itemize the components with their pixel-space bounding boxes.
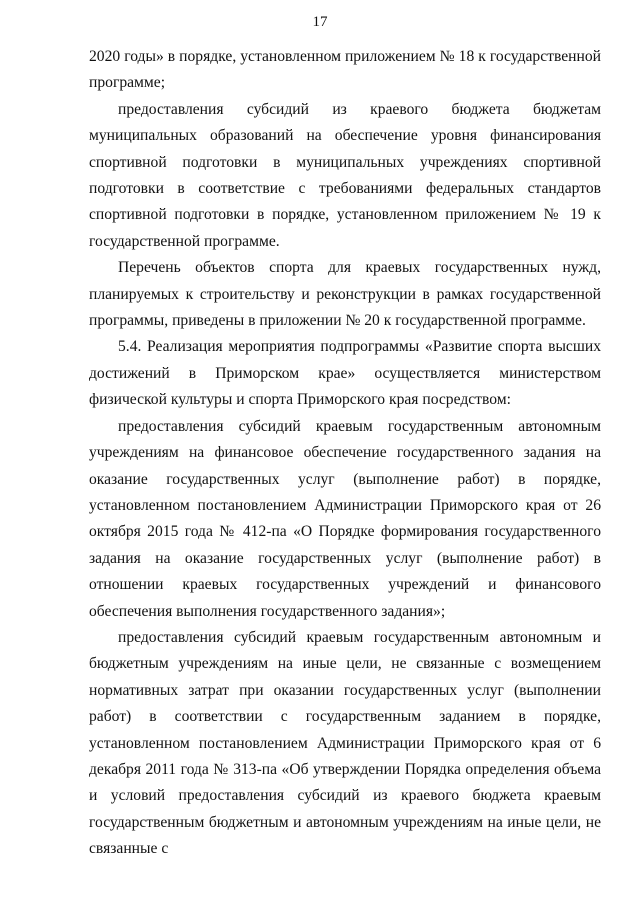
paragraph-subsidy-other-purposes: предоставления субсидий краевым государственным автономным и бюджетным учреждениям на иные цели, не связанные с возмещением нормативных затрат при оказании государственных услуг (выполнении работ) в соответствии с государственным заданием в порядке, установленном постановлением Администрации Приморского края от 6 декабря 2011 года № 313-па «Об утверждении Порядка определения объема и условий предоставления субсидий из краевого бюджета краевым государственным бюджетным и автономным учреждениям на иные цели, не связанные с	[89, 628, 601, 858]
paragraph-continuation: 2020 годы» в порядке, установленном приложением № 18 к государственной программе;	[89, 48, 601, 92]
page-number: 17	[312, 14, 328, 30]
paragraph-sports-facilities-list: Перечень объектов спорта для краевых государственных нужд, планируемых к строительству и реконструкции в рамках государственной программы, приведены в приложении № 20 к государственной программе.	[89, 259, 601, 330]
paragraph-subsidy-state-task: предоставления субсидий краевым государственным автономным учреждениям на финансовое обеспечение государственного задания на оказание государственных услуг (выполнение работ) в порядке, установленном постановлением Администрации Приморского края от 26 октября 2015 года № 412-па «О Порядке формирования государственного задания на оказание государственных услуг (выполнение работ) в отношении краевых государственных учреждений и финансового обеспечения выполнения государственного задания»;	[89, 417, 601, 620]
paragraph-subsidy-municipal: предоставления субсидий из краевого бюджета бюджетам муниципальных образований на обеспечение уровня финансирования спортивной подготовки в муниципальных учреждениях спортивной подготовки в соответствие с требованиями федеральных стандартов спортивной подготовки в порядке, установленном приложением № 19 к государственной программе.	[89, 100, 601, 250]
document-body	[89, 44, 601, 863]
paragraph-section-5-4: 5.4. Реализация мероприятия подпрограммы «Развитие спорта высших достижений в Приморском крае» осуществляется министерством физической культуры и спорта Приморского края посредством:	[89, 338, 601, 409]
